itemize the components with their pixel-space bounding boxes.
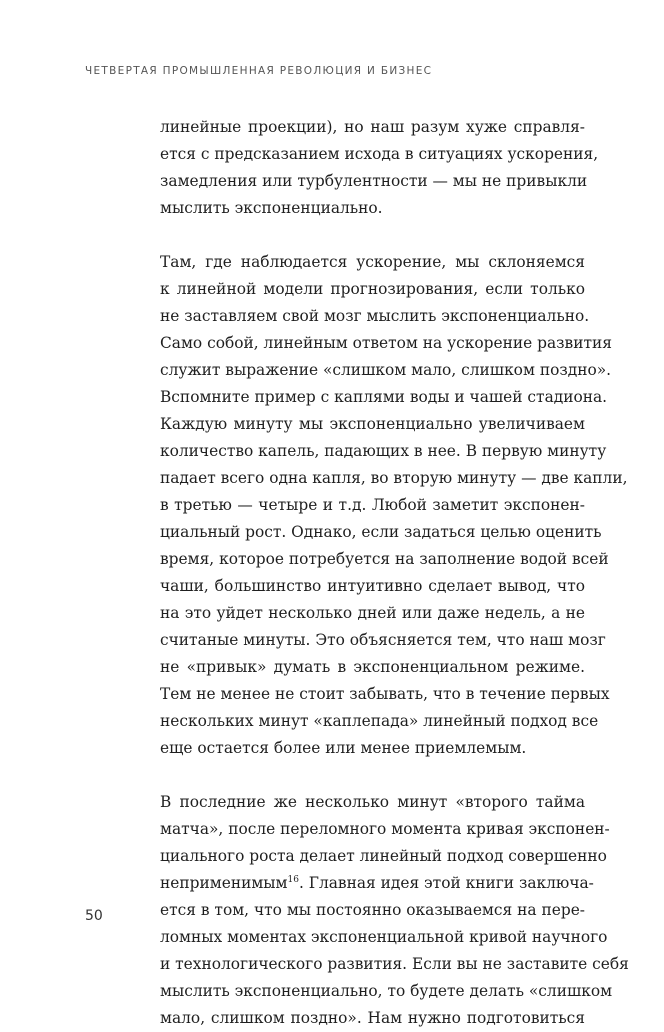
paragraph-1: [160, 114, 599, 222]
text-line: не «привык» думать в экспоненциальном режиме.: [160, 658, 585, 676]
text-line: мало, слишком поздно». Нам нужно подготовиться: [160, 1009, 585, 1027]
text-line: ломных моментах экспоненциальной кривой научного: [160, 928, 608, 946]
text-line: замедления или турбулентности — мы не привыкли: [160, 172, 588, 190]
text-line: мыслить экспоненциально.: [160, 199, 383, 217]
text-line: количество капель, падающих в нее. В первую минуту: [160, 442, 607, 460]
footnote-marker[interactable]: 16: [287, 874, 299, 885]
text-line: Вспомните пример с каплями воды и чашей стадиона.: [160, 388, 608, 406]
text-line: циальный рост. Однако, если задаться целью оценить: [160, 523, 602, 541]
text-line: Тем не менее не стоит забывать, что в течение первых: [160, 685, 610, 703]
text-line: В последние же несколько минут «второго тайма: [160, 793, 585, 811]
text-line-with-footnote: [160, 870, 594, 897]
text-line: матча», после переломного момента кривая экспонен-: [160, 820, 610, 838]
running-header: ЧЕТВЕРТАЯ ПРОМЫШЛЕННАЯ РЕВОЛЮЦИЯ И БИЗНЕС: [85, 65, 433, 77]
footnote-line-rest: . Главная идея этой книги заключа-: [298, 874, 594, 892]
text-line: на это уйдет несколько дней или даже недель, а не: [160, 604, 585, 622]
text-line: нескольких минут «каплепада» линейный подход все: [160, 712, 599, 730]
text-line: считаные минуты. Это объясняется тем, что наш мозг: [160, 631, 606, 649]
text-line: Каждую минуту мы экспоненциально увеличиваем: [160, 415, 585, 433]
text-line: служит выражение «слишком мало, слишком поздно».: [160, 361, 612, 379]
paragraph-3: [160, 789, 629, 1032]
paragraph-2: [160, 249, 628, 762]
page-number: 50: [85, 908, 103, 924]
text-line: и технологического развития. Если вы не заставите себя: [160, 955, 629, 973]
footnote-anchor-word: неприменимым: [160, 874, 288, 892]
text-line: в третью — четыре и т.д. Любой заметит экспонен-: [160, 496, 585, 514]
text-line: линейные проекции), но наш разум хуже справля-: [160, 118, 585, 136]
text-line: к линейной модели прогнозирования, если только: [160, 280, 585, 298]
text-line: Само собой, линейным ответом на ускорение развития: [160, 334, 612, 352]
text-line: мыслить экспоненциально, то будете делать «слишком: [160, 982, 613, 1000]
text-line: ется в том, что мы постоянно оказываемся на пере-: [160, 901, 585, 919]
text-line: падает всего одна капля, во вторую минуту — две капли,: [160, 469, 628, 487]
text-line: Там, где наблюдается ускорение, мы склоняемся: [160, 253, 585, 271]
text-line: время, которое потребуется на заполнение водой всей: [160, 550, 609, 568]
text-line: циального роста делает линейный подход совершенно: [160, 847, 607, 865]
body-text: [160, 114, 629, 1032]
text-line: чаши, большинство интуитивно сделает вывод, что: [160, 577, 585, 595]
text-line: еще остается более или менее приемлемым.: [160, 739, 527, 757]
text-line: ется с предсказанием исхода в ситуациях ускорения,: [160, 145, 599, 163]
text-line: не заставляем свой мозг мыслить экспоненциально.: [160, 307, 590, 325]
